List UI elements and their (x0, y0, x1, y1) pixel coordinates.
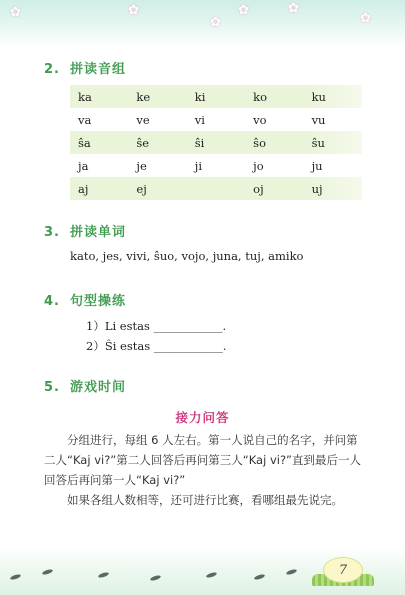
flower-icon: ✿ (288, 1, 299, 16)
table-row (70, 177, 362, 200)
syllable-cell (187, 177, 245, 200)
syllable-cell: uj (304, 177, 362, 200)
pattern-sentence-2: 2）Ŝi estas ____________. (86, 339, 227, 353)
pattern-sentence-1: 1）Li estas ____________. (86, 319, 227, 333)
section-number: 4. (44, 294, 60, 309)
flower-icon: ✿ (128, 3, 139, 18)
section-title: 拼读单词 (69, 225, 126, 240)
syllable-cell: ŝi (187, 131, 245, 154)
syllable-cell: ŝe (128, 131, 186, 154)
syllable-cell: vu (311, 112, 326, 127)
section-heading-2 (44, 58, 126, 77)
syllable-cell: ko (245, 85, 303, 108)
flower-icon: ✿ (238, 3, 249, 18)
syllable-cell: aj (70, 177, 128, 200)
leaf-icon (254, 573, 266, 580)
syllable-cell: ji (194, 158, 203, 173)
syllable-cell: ŝu (304, 131, 362, 154)
syllable-cell: oj (245, 177, 303, 200)
syllable-cell: ke (128, 85, 186, 108)
syllable-cell: ja (78, 158, 89, 173)
leaf-icon (98, 571, 110, 578)
syllable-cell: vo (253, 112, 267, 127)
leaf-icon (42, 568, 54, 575)
leaf-icon (10, 573, 22, 580)
syllable-table (70, 85, 362, 200)
table-row (70, 154, 362, 177)
section-title: 句型操练 (69, 294, 126, 309)
syllable-cell: ki (187, 85, 245, 108)
section-heading-5 (44, 376, 126, 395)
flower-icon: ✿ (360, 11, 371, 26)
syllable-cell: va (78, 112, 92, 127)
syllable-cell: vi (194, 112, 205, 127)
table-row (70, 85, 362, 108)
section-title: 游戏时间 (69, 380, 126, 395)
syllable-cell: ju (311, 158, 323, 173)
game-paragraph: 分组进行，每组 6 人左右。第一人说自己的名字，并问第二人“Kaj vi?”第二人回答后再问第三人“Kaj vi?”直到最后一人回答后再问第一人“Kaj vi?” (44, 433, 362, 487)
syllable-cell: ej (128, 177, 186, 200)
syllable-cell: ve (136, 112, 150, 127)
leaf-icon (286, 568, 298, 575)
game-instructions (44, 430, 366, 510)
section-number: 5. (44, 380, 60, 395)
section-title: 拼读音组 (69, 62, 126, 77)
section-number: 2. (44, 62, 60, 77)
page-number: 7 (338, 562, 348, 578)
section-number: 3. (44, 225, 60, 240)
syllable-cell: jo (253, 158, 264, 173)
section-heading-3 (44, 221, 126, 240)
flower-icon: ✿ (10, 5, 21, 20)
syllable-cell: ku (304, 85, 362, 108)
syllable-cell: je (136, 158, 147, 173)
syllable-cell: ka (70, 85, 128, 108)
leaf-icon (206, 571, 218, 578)
game-title: 接力问答 (175, 410, 230, 425)
flower-icon: ✿ (210, 15, 221, 30)
game-paragraph: 如果各组人数相等，还可进行比赛，看哪组最先说完。 (67, 493, 343, 507)
table-row (70, 108, 362, 131)
page-number-badge (323, 557, 363, 583)
table-row (70, 131, 362, 154)
syllable-cell: ŝa (70, 131, 128, 154)
header-decoration (0, 0, 405, 48)
section-heading-4 (44, 290, 126, 309)
word-list: kato, jes, vivi, ŝuo, vojo, juna, tuj, amiko (70, 249, 304, 263)
syllable-cell: ŝo (245, 131, 303, 154)
leaf-icon (150, 574, 162, 581)
